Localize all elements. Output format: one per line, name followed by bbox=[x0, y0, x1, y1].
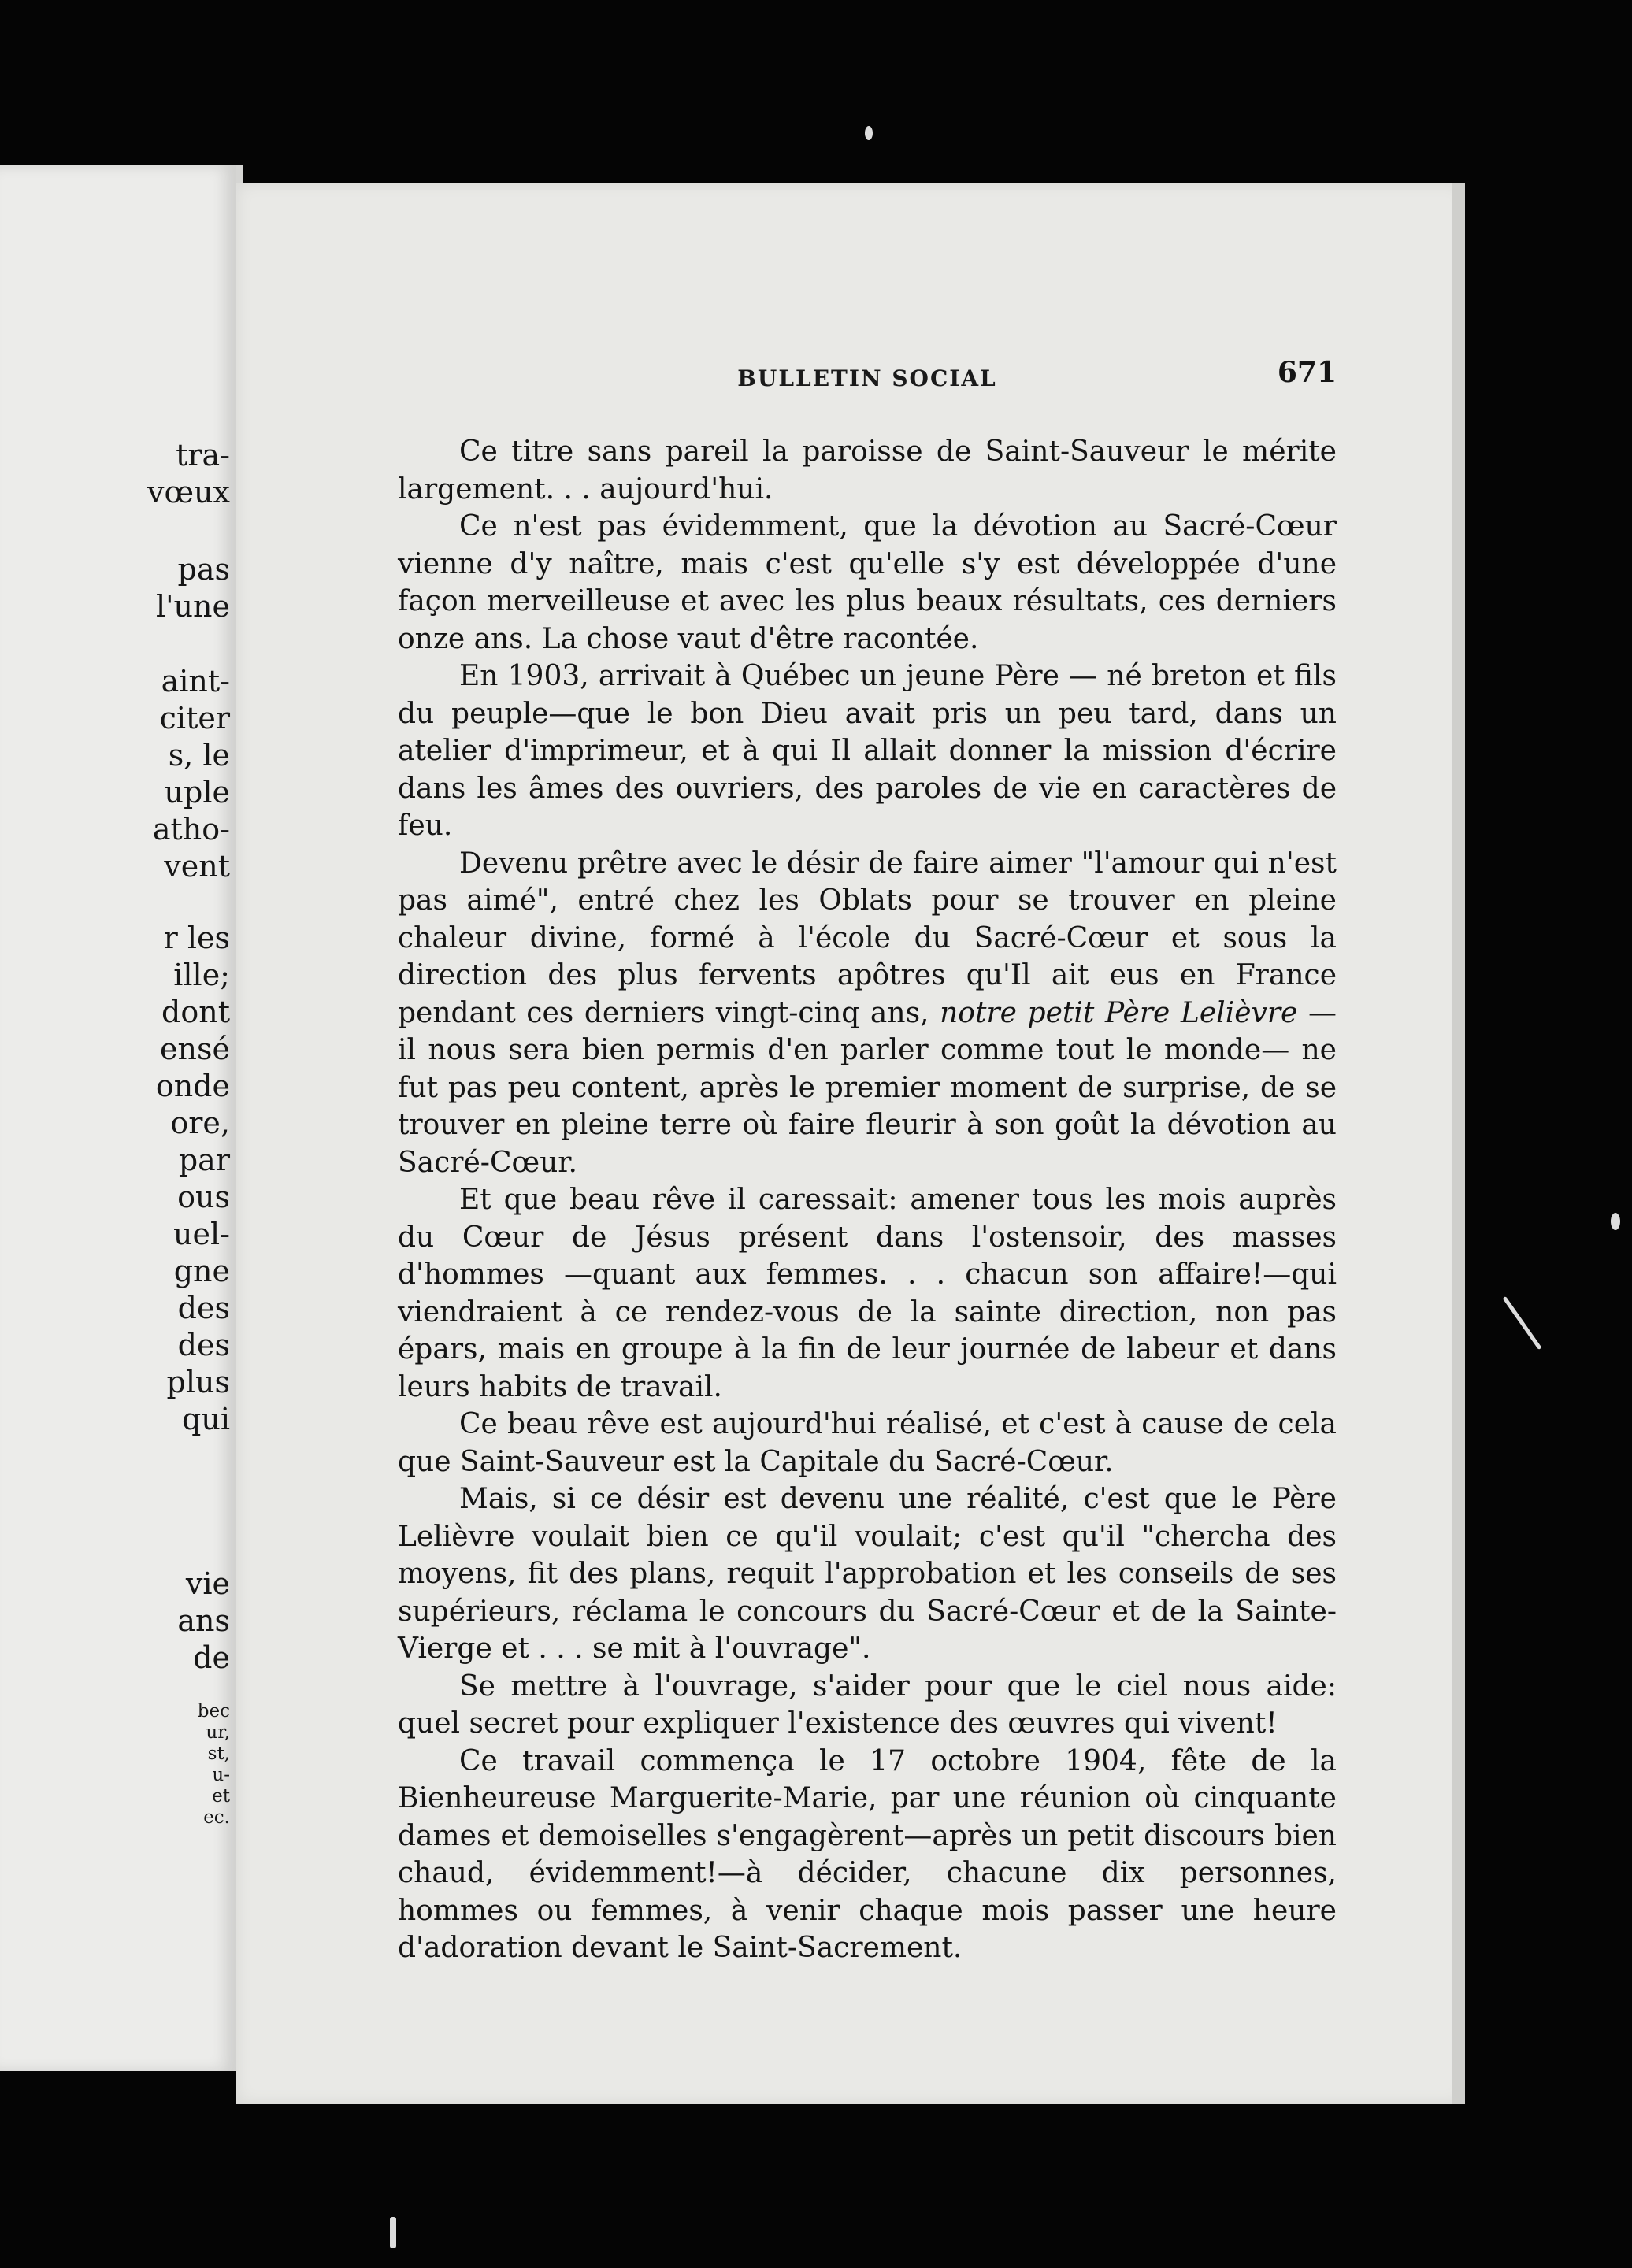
left-fragment-line: st, bbox=[207, 1744, 230, 1764]
paragraph: En 1903, arrivait à Québec un jeune Père — né breton et fils du peuple—que le bon Dieu avait pris un peu tard, dans un atelier d'imprimeur, et à qui Il allait donner la mission d'écrire dans les âmes des ouvriers, des paroles de vie en caractères de feu. bbox=[398, 660, 1337, 842]
facing-page-left bbox=[0, 165, 243, 2071]
left-fragment-line: ans bbox=[177, 1603, 230, 1638]
scan-speck bbox=[865, 126, 873, 140]
left-fragment-line: tra- bbox=[176, 438, 230, 472]
left-fragment-line: r les bbox=[163, 921, 230, 955]
left-fragment-line: vœux bbox=[147, 475, 230, 510]
left-fragment-line: dont bbox=[161, 995, 230, 1029]
paragraph: Ce n'est pas évidemment, que la dévotion au Sacré-Cœur vienne d'y naître, mais c'est qu'elle s'y est développée d'une façon merveilleuse et avec les plus beaux résultats, ces derniers onze ans. La chose vaut d'être racontée. bbox=[398, 510, 1337, 655]
left-fragment-line: l'une bbox=[155, 589, 230, 624]
running-head: BULLETIN SOCIAL bbox=[737, 365, 997, 391]
left-fragment-line: vie bbox=[185, 1566, 230, 1601]
left-fragment-line: pas bbox=[177, 552, 230, 587]
left-fragment-line: bec bbox=[197, 1701, 230, 1721]
left-fragment-line: vent bbox=[164, 849, 230, 884]
page-header bbox=[398, 356, 1337, 403]
paragraph: Mais, si ce désir est devenu une réalité, c'est que le Père Lelièvre voulait bien ce qu'il voulait; c'est qu'il "chercha des moyens, fit des plans, requit l'approbation et les conseils de ses supérieurs, réclama le concours du Sacré-Cœur et de la Sainte-Vierge et . . . se mit à l'ouvrage". bbox=[398, 1483, 1337, 1665]
left-fragment-line: u- bbox=[212, 1765, 230, 1785]
document-page bbox=[236, 183, 1465, 2104]
left-fragment-line: ille; bbox=[173, 958, 230, 992]
left-fragment-line: onde bbox=[155, 1069, 230, 1103]
left-fragment-line: et bbox=[212, 1786, 230, 1807]
paragraph-text: — il nous sera bien permis d'en parler comme tout le monde— ne fut pas peu content, après le premier moment de surprise, de se trouver en pleine terre où faire fleurir à son goût la dévotion au Sacré-Cœur. bbox=[398, 996, 1337, 1179]
paragraph: Ce beau rêve est aujourd'hui réalisé, et c'est à cause de cela que Saint-Sauveur est la Capitale du Sacré-Cœur. bbox=[398, 1408, 1337, 1478]
left-fragment-line: ore, bbox=[170, 1106, 230, 1140]
left-fragment-line: s, le bbox=[168, 738, 230, 773]
page-edge bbox=[1452, 183, 1465, 2104]
left-fragment-line: de bbox=[193, 1640, 230, 1675]
left-fragment-line: uel- bbox=[173, 1217, 230, 1251]
left-fragment-line: par bbox=[178, 1143, 230, 1177]
scan-speck bbox=[1611, 1213, 1620, 1230]
left-footnote-fragments bbox=[80, 1701, 230, 1829]
italic-name: notre petit Père Lelièvre bbox=[940, 996, 1298, 1029]
left-fragment-group-5 bbox=[80, 1566, 230, 1677]
left-fragment-line: aint- bbox=[161, 664, 230, 699]
left-fragment-group-4 bbox=[80, 920, 230, 1438]
left-fragment-line: des bbox=[177, 1291, 230, 1325]
paragraph bbox=[398, 845, 1337, 1182]
left-fragment-line: des bbox=[177, 1328, 230, 1362]
left-fragment-line: gne bbox=[173, 1254, 230, 1288]
left-fragment-line: atho- bbox=[152, 812, 230, 847]
scan-speck bbox=[1503, 1296, 1542, 1350]
left-fragment-line: ec. bbox=[203, 1807, 230, 1828]
paragraph: Se mettre à l'ouvrage, s'aider pour que le ciel nous aide: quel secret pour expliquer l'existence des œuvres qui vivent! bbox=[398, 1670, 1337, 1740]
left-fragment-group-1 bbox=[80, 437, 230, 511]
left-fragment-line: ensé bbox=[160, 1032, 230, 1066]
paragraph: Et que beau rêve il caressait: amener tous les mois auprès du Cœur de Jésus présent dans l'ostensoir, des masses d'hommes —quant aux femmes. . . chacun son affaire!—qui viendraient à ce rendez-vous de la sainte direction, non pas épars, mais en groupe à la fin de leur journée de labeur et dans leurs habits de travail. bbox=[398, 1184, 1337, 1403]
left-fragment-group-3 bbox=[80, 663, 230, 885]
left-fragment-line: ous bbox=[177, 1180, 230, 1214]
paragraph: Ce titre sans pareil la paroisse de Saint-Sauveur le mérite largement. . . aujourd'hui. bbox=[398, 435, 1337, 506]
body-text bbox=[398, 433, 1337, 1967]
left-fragment-line: uple bbox=[164, 775, 230, 810]
left-fragment-line: plus bbox=[166, 1365, 230, 1399]
left-fragment-group-2 bbox=[80, 551, 230, 625]
paragraph: Ce travail commença le 17 octobre 1904, fête de la Bienheureuse Marguerite-Marie, par une réunion où cinquante dames et demoiselles s'engagèrent—après un petit discours bien chaud, évidemment!—à décider, chacune dix personnes, hommes ou femmes, à venir chaque mois passer une heure d'adoration devant le Saint-Sacrement. bbox=[398, 1744, 1337, 1964]
page-number: 671 bbox=[1277, 356, 1337, 389]
paragraph-text: Devenu prêtre avec le désir de faire aimer "l'amour qui n'est pas aimé", entré chez les Oblats pour se trouver en pleine chaleur divine, formé à l'école du Sacré-Cœur et sous la direction des plus fervents apôtres qu'Il ait eus en France pendant ces derniers vingt-cinq ans, bbox=[398, 847, 1337, 1029]
left-fragment-line: citer bbox=[159, 701, 230, 736]
scan-speck bbox=[390, 2217, 396, 2248]
left-fragment-line: ur, bbox=[206, 1722, 230, 1743]
left-fragment-line: qui bbox=[182, 1402, 230, 1436]
